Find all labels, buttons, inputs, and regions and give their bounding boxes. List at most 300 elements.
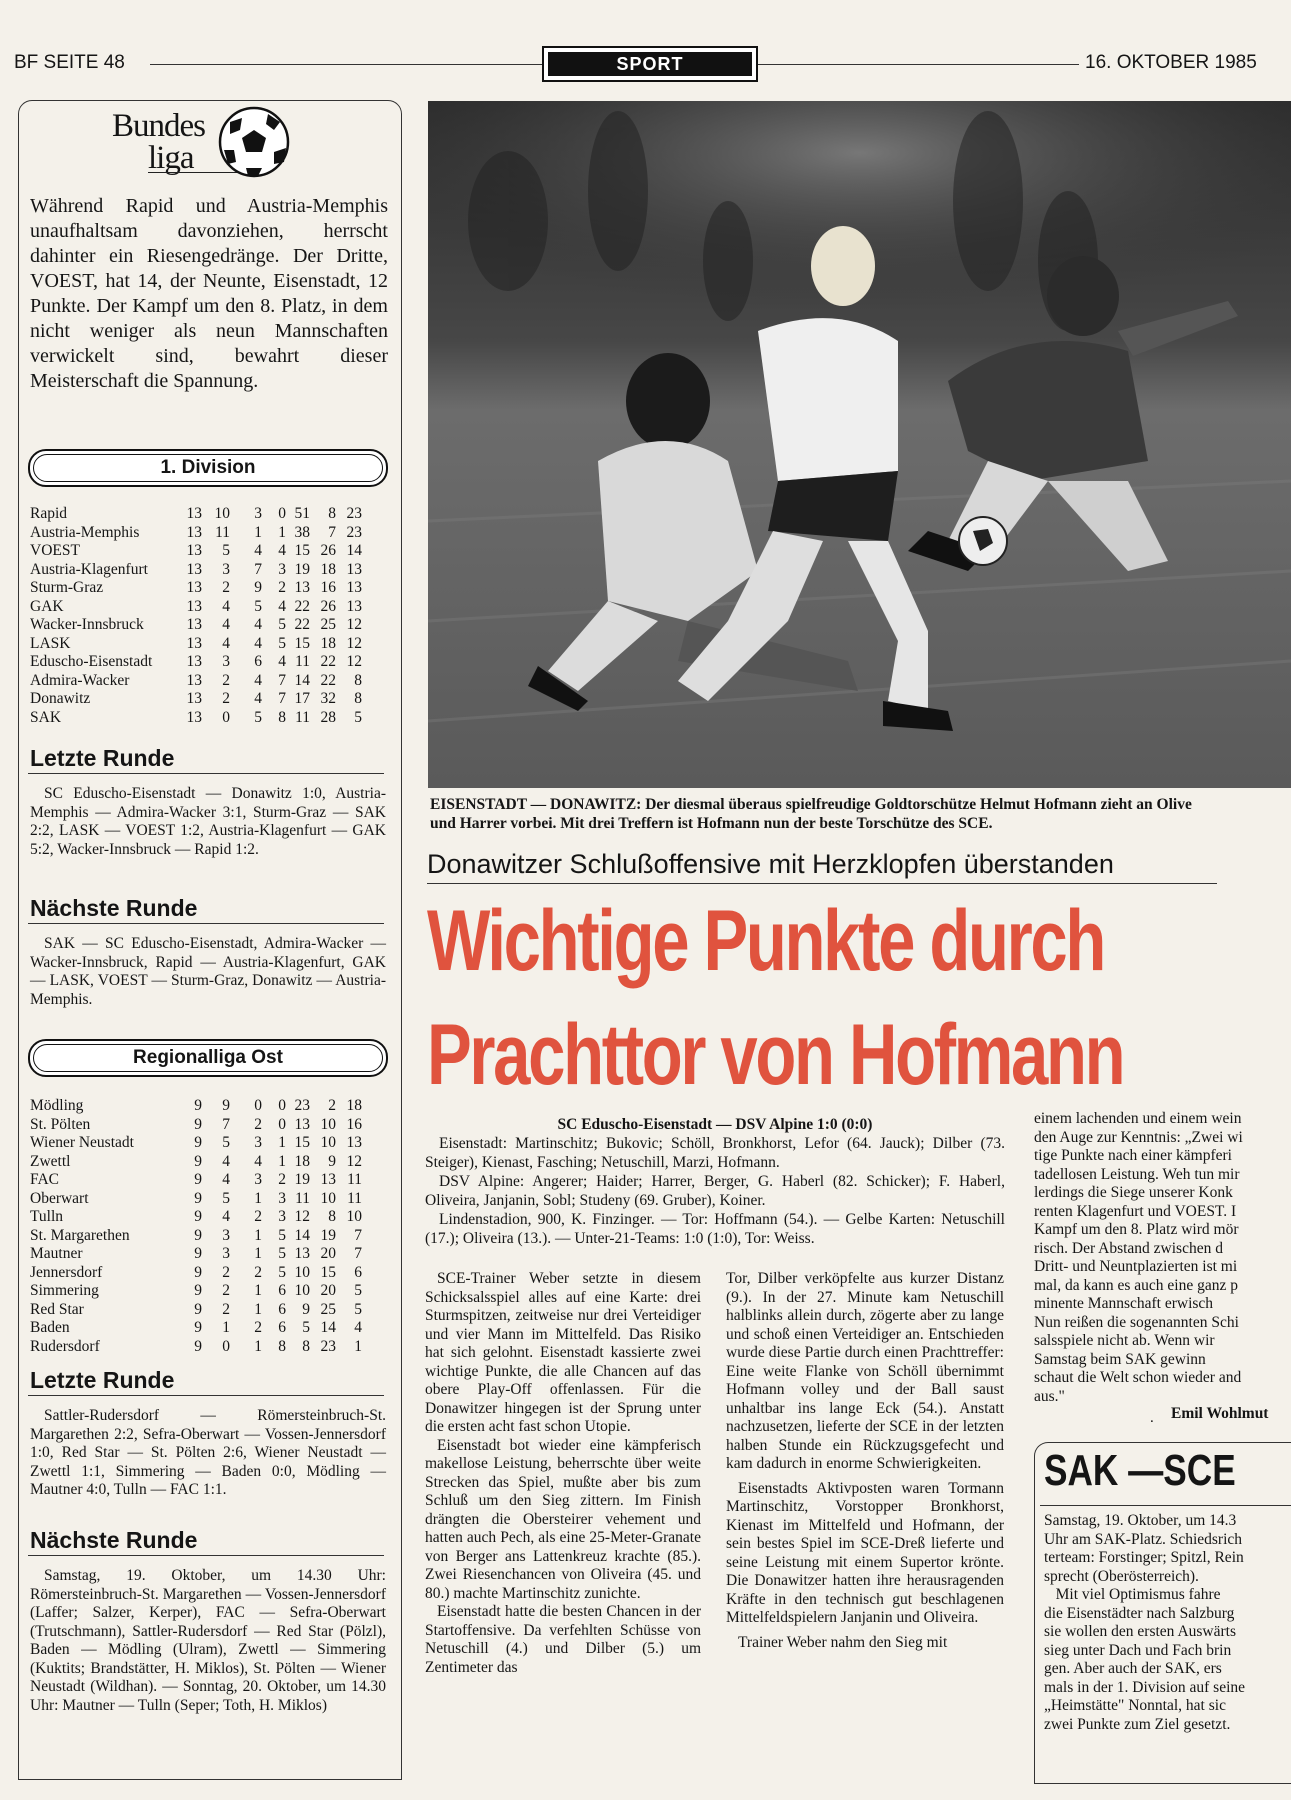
team-name: FAC bbox=[30, 1171, 60, 1188]
lineup-title: SC Eduscho-Eisenstadt — DSV Alpine 1:0 (0:0) bbox=[557, 1116, 873, 1133]
table-cell: 4 bbox=[254, 616, 262, 633]
table-cell: 4 bbox=[222, 1152, 230, 1170]
table-cell: 1 bbox=[254, 523, 262, 541]
table-cell: 26 bbox=[320, 597, 336, 615]
table-cell: 3 bbox=[278, 560, 286, 578]
table-row bbox=[30, 1319, 390, 1338]
division1-title: 1. Division bbox=[33, 454, 383, 482]
headline-line1: Wichtige Punkte durch bbox=[427, 893, 1105, 989]
table-cell: 6 bbox=[254, 653, 262, 670]
table-row bbox=[30, 1097, 390, 1116]
table-cell: 13 bbox=[186, 579, 202, 596]
rule bbox=[28, 1395, 384, 1396]
table-cell: 15 bbox=[294, 1134, 310, 1151]
table-cell: 13 bbox=[186, 542, 202, 559]
lineup-eisenstadt: Eisenstadt: Martinschitz; Bukovic; Schöll, Bronkhorst, Lefor (64. Jauck); Dilber (73. Steiger), Kienast, Fasching; Netuschill, Marzi, Hofmann. bbox=[425, 1135, 1005, 1171]
table-cell: 9 bbox=[194, 1245, 202, 1262]
table-cell: 5 bbox=[278, 1226, 286, 1244]
article-line: Dritt- und Neuntplazierten ist mi bbox=[1034, 1258, 1238, 1275]
table-row bbox=[30, 690, 390, 709]
article-paragraph: Eisenstadts Aktivposten waren Tormann Martinschitz, Vorstopper Bronkhorst, Kienast im Mittelfeld und Hofmann, der sein bestes Spiel im SCE-Dreß lieferte und seine Leistung mit einem Supertor krönte. Die Donawitzer hatten ihre herausragenden Kräfte in den technisch gut beschlagenen Mittelfeldspielern Janjanin und Oliveira. bbox=[726, 1479, 1004, 1626]
table-row bbox=[30, 1301, 390, 1320]
table-cell: 20 bbox=[320, 1245, 336, 1262]
table-cell: 2 bbox=[222, 579, 230, 596]
regional-next-round: Samstag, 19. Oktober, um 14.30 Uhr: Römersteinbruch-St. Margarethen — Vossen-Jennersdorf (Laffer; Salzer, Kerper), FAC — Sefra-Oberwart (Trutschmann), Sattler-Rudersdorf — Red Star (Pölzl), Baden — Mödling (Ulram), Zwettl — Simmering (Kuktits; Brandstätter, H. Miklos), St. Pölten — Wiener Neustadt (Wildhan). — Sonntag, 20. Oktober, um 14.30 Uhr: Mautner — Tulln (Seper; Toth, H. Miklos) bbox=[30, 1567, 386, 1714]
table-cell: 4 bbox=[254, 542, 262, 559]
table-cell: 38 bbox=[294, 523, 310, 541]
article-line: Samstag beim SAK gewinn bbox=[1034, 1350, 1206, 1368]
table-cell: 6 bbox=[354, 1263, 362, 1281]
article-column-3 bbox=[1034, 1110, 1291, 1406]
sak-line: gen. Aber auch der SAK, ers bbox=[1044, 1660, 1222, 1677]
table-cell: 10 bbox=[320, 1189, 336, 1207]
article-line: minente Mannschaft erwisch bbox=[1034, 1295, 1214, 1312]
table-cell: 5 bbox=[354, 1300, 362, 1318]
table-cell: 1 bbox=[254, 1337, 262, 1355]
table-cell: 18 bbox=[346, 1097, 362, 1114]
table-cell: 12 bbox=[346, 616, 362, 633]
division1-next-round: SAK — SC Eduscho-Eisenstadt, Admira-Wacker — Wacker-Innsbruck, Rapid — Austria-Klagenfurt, GAK — LASK, VOEST — Sturm-Graz, Donawitz — Austria-Memphis. bbox=[30, 935, 386, 1008]
article-line: aus." bbox=[1034, 1387, 1065, 1405]
article-line: Kampf um den 8. Platz wird mör bbox=[1034, 1221, 1239, 1238]
table-cell: 32 bbox=[320, 690, 336, 707]
table-cell: 4 bbox=[254, 671, 262, 689]
table-cell: 14 bbox=[320, 1319, 336, 1336]
table-cell: 13 bbox=[294, 579, 310, 596]
table-cell: 1 bbox=[222, 1319, 230, 1336]
table-cell: 7 bbox=[328, 523, 336, 541]
table-row bbox=[30, 1171, 390, 1190]
table-cell: 4 bbox=[222, 597, 230, 615]
table-cell: 11 bbox=[347, 1189, 362, 1207]
table-cell: 10 bbox=[346, 1208, 362, 1225]
sak-line: die Eisenstädter nach Salzburg bbox=[1044, 1604, 1235, 1622]
table-cell: 15 bbox=[320, 1263, 336, 1281]
table-cell: 10 bbox=[294, 1263, 310, 1281]
section-label bbox=[542, 46, 758, 82]
regional-last-round-title: Letzte Runde bbox=[30, 1367, 175, 1393]
table-row bbox=[30, 653, 390, 672]
table-cell: 5 bbox=[254, 708, 262, 726]
author-byline: Emil Wohlmut bbox=[1171, 1405, 1269, 1422]
table-cell: 14 bbox=[294, 1226, 310, 1244]
team-name: Tulln bbox=[30, 1208, 64, 1225]
table-cell: 0 bbox=[222, 1337, 230, 1355]
table-cell: 7 bbox=[222, 1115, 230, 1133]
sak-line: sprecht (Oberösterreich). bbox=[1044, 1567, 1199, 1585]
table-cell: 9 bbox=[328, 1152, 336, 1170]
table-cell: 15 bbox=[294, 634, 310, 652]
table-cell: 4 bbox=[222, 1171, 230, 1188]
sak-line: Uhr am SAK-Platz. Schiedsrich bbox=[1044, 1530, 1243, 1548]
table-cell: 13 bbox=[294, 1115, 310, 1133]
team-name: St. Pölten bbox=[30, 1115, 91, 1133]
article-line: einem lachenden und einem wein bbox=[1034, 1110, 1242, 1127]
kicker-rule bbox=[427, 883, 1217, 884]
table-cell: 22 bbox=[294, 616, 310, 633]
table-cell: 13 bbox=[186, 653, 202, 670]
team-name: Baden bbox=[30, 1319, 70, 1336]
table-cell: 9 bbox=[194, 1300, 202, 1318]
team-name: Wacker-Innsbruck bbox=[30, 616, 144, 633]
table-cell: 9 bbox=[194, 1097, 202, 1114]
team-name: Austria-Klagenfurt bbox=[30, 560, 148, 578]
table-cell: 4 bbox=[278, 597, 286, 615]
table-cell: 1 bbox=[278, 1152, 286, 1170]
table-cell: 4 bbox=[278, 542, 286, 559]
kicker-headline: Donawitzer Schlußoffensive mit Herzklopfen überstanden bbox=[427, 849, 1114, 879]
table-row bbox=[30, 542, 390, 561]
table-row bbox=[30, 709, 390, 728]
table-row bbox=[30, 616, 390, 635]
article-column-2 bbox=[726, 1270, 1004, 1652]
table-row bbox=[30, 598, 390, 617]
table-cell: 2 bbox=[254, 1115, 262, 1133]
table-cell: 6 bbox=[278, 1282, 286, 1299]
table-cell: 4 bbox=[222, 634, 230, 652]
table-cell: 0 bbox=[222, 708, 230, 726]
table-cell: 13 bbox=[346, 1134, 362, 1151]
rule bbox=[28, 773, 384, 774]
table-cell: 1 bbox=[254, 1245, 262, 1262]
table-cell: 6 bbox=[278, 1319, 286, 1336]
table-row bbox=[30, 1245, 390, 1264]
table-cell: 2 bbox=[254, 1319, 262, 1336]
table-cell: 14 bbox=[346, 542, 362, 559]
table-cell: 11 bbox=[215, 523, 230, 541]
division1-next-round-title: Nächste Runde bbox=[30, 895, 198, 921]
table-cell: 18 bbox=[320, 560, 336, 578]
team-name: Oberwart bbox=[30, 1189, 89, 1207]
table-cell: 2 bbox=[278, 1171, 286, 1188]
table-cell: 5 bbox=[302, 1319, 310, 1336]
team-name: Simmering bbox=[30, 1282, 99, 1299]
caption-line1: Der diesmal überaus spielfreudige Goldtorschütze Helmut Hofmann zieht an Olive bbox=[645, 796, 1192, 813]
article-paragraph: Tor, Dilber verköpfelte aus kurzer Distanz (9.). In der 27. Minute kam Netuschill halblinks allein durch, zögerte aber zu lange und schoß einen Verteidiger an. Entschieden wurde diese Partie durch einen Prachttreffer: Eine weite Flanke von Schöll übernimmt Hofmann volley und der Ball saust unhaltbar ins lange Eck (54.). Anstatt nachzusetzen, lieferte der SCE in der letzten halben Stunde ein Rückzugsgefecht und kam dadurch in enorme Schwierigkeiten. bbox=[726, 1270, 1004, 1472]
table-cell: 9 bbox=[194, 1319, 202, 1336]
intro-text: Während Rapid und Austria-Memphis unaufhaltsam davonziehen, herrscht dahinter ein Riesengedränge. Der Dritte, VOEST, hat 14, der Neunte, Eisenstadt, 12 Punkte. Der Kampf um den 8. Platz, in dem nicht weniger als neun Mannschaften verwickelt sind, bewahrt dieser Meisterschaft die Spannung. bbox=[30, 195, 388, 392]
sak-line: „Heimstätte" Nonntal, hat sic bbox=[1044, 1697, 1226, 1714]
team-name: Wiener Neustadt bbox=[30, 1134, 134, 1151]
table-cell: 13 bbox=[186, 634, 202, 652]
sak-line: zwei Punkte zum Ziel gesetzt. bbox=[1044, 1715, 1231, 1733]
table-cell: 2 bbox=[278, 579, 286, 596]
article-paragraph: Eisenstadt hatte die besten Chancen in der Startoffensive. Da verfehlten Schüsse von Netuschill (4.) und Dilber (5.) um Zentimeter das bbox=[425, 1603, 701, 1676]
table-cell: 2 bbox=[222, 671, 230, 689]
sak-line: Samstag, 19. Oktober, um 14.3 bbox=[1044, 1512, 1237, 1529]
table-cell: 5 bbox=[222, 542, 230, 559]
table-cell: 7 bbox=[354, 1226, 362, 1244]
table-cell: 12 bbox=[346, 1152, 362, 1170]
table-cell: 8 bbox=[278, 708, 286, 726]
table-row bbox=[30, 579, 390, 598]
table-cell: 9 bbox=[194, 1134, 202, 1151]
article-line: renten Klagenfurt und VOEST. I bbox=[1034, 1202, 1237, 1220]
division1-last-round: SC Eduscho-Eisenstadt — Donawitz 1:0, Austria-Memphis — Admira-Wacker 3:1, Sturm-Graz — SAK 2:2, LASK — VOEST 1:2, Austria-Klagenfurt — GAK 5:2, Wacker-Innsbruck — Rapid 1:2. bbox=[30, 785, 386, 858]
table-cell: 15 bbox=[294, 542, 310, 559]
table-cell: 3 bbox=[278, 1189, 286, 1207]
regional-heading bbox=[28, 1039, 388, 1077]
table-cell: 13 bbox=[346, 597, 362, 615]
division1-heading bbox=[28, 449, 388, 487]
table-cell: 9 bbox=[194, 1282, 202, 1299]
table-row bbox=[30, 635, 390, 654]
table-cell: 12 bbox=[346, 653, 362, 670]
table-cell: 10 bbox=[294, 1282, 310, 1299]
table-row bbox=[30, 672, 390, 691]
table-cell: 9 bbox=[194, 1263, 202, 1281]
table-cell: 5 bbox=[222, 1134, 230, 1151]
regional-next-round-title: Nächste Runde bbox=[30, 1527, 198, 1553]
sak-preview-text bbox=[1044, 1512, 1291, 1734]
table-cell: 22 bbox=[320, 653, 336, 670]
table-cell: 8 bbox=[328, 505, 336, 522]
table-cell: 1 bbox=[254, 1226, 262, 1244]
table-cell: 11 bbox=[295, 708, 310, 726]
team-name: SAK bbox=[30, 708, 62, 726]
table-cell: 23 bbox=[294, 1097, 310, 1114]
table-cell: 16 bbox=[320, 579, 336, 596]
table-cell: 5 bbox=[254, 597, 262, 615]
table-cell: 9 bbox=[194, 1115, 202, 1133]
regional-title: Regionalliga Ost bbox=[33, 1044, 383, 1072]
table-cell: 19 bbox=[294, 560, 310, 578]
team-name: Zwettl bbox=[30, 1152, 71, 1170]
table-cell: 12 bbox=[294, 1208, 310, 1225]
table-cell: 13 bbox=[186, 616, 202, 633]
table-cell: 10 bbox=[320, 1134, 336, 1151]
table-cell: 13 bbox=[186, 505, 202, 522]
table-cell: 4 bbox=[222, 616, 230, 633]
table-cell: 23 bbox=[320, 1337, 336, 1355]
table-cell: 10 bbox=[320, 1115, 336, 1133]
section-label-text: SPORT bbox=[548, 52, 752, 76]
table-cell: 23 bbox=[346, 505, 362, 522]
table-cell: 16 bbox=[346, 1115, 362, 1133]
table-cell: 13 bbox=[186, 690, 202, 707]
table-cell: 17 bbox=[294, 690, 310, 707]
table-cell: 1 bbox=[278, 1134, 286, 1151]
table-cell: 28 bbox=[320, 708, 336, 726]
table-cell: 3 bbox=[254, 505, 262, 522]
table-cell: 9 bbox=[194, 1152, 202, 1170]
table-cell: 1 bbox=[354, 1337, 362, 1355]
table-cell: 19 bbox=[320, 1226, 336, 1244]
table-row bbox=[30, 1338, 390, 1357]
table-cell: 3 bbox=[222, 560, 230, 578]
table-row bbox=[30, 505, 390, 524]
regional-last-round: Sattler-Rudersdorf — Römersteinbruch-St. Margarethen 2:2, Sefra-Oberwart — Vossen-Jennersdorf 1:0, Red Star — St. Pölten 2:6, Wiener Neustadt — Zwettl 1:1, Simmering — Baden 0:0, Mödling — Mautner 4:0, Tulln — FAC 1:1. bbox=[30, 1407, 386, 1498]
table-cell: 1 bbox=[254, 1300, 262, 1318]
table-cell: 5 bbox=[222, 1189, 230, 1207]
author-dot: . bbox=[1150, 1410, 1154, 1426]
table-cell: 7 bbox=[254, 560, 262, 578]
table-cell: 5 bbox=[354, 1282, 362, 1299]
team-name: VOEST bbox=[30, 542, 80, 559]
table-cell: 0 bbox=[254, 1097, 262, 1114]
table-cell: 0 bbox=[278, 1097, 286, 1114]
table-cell: 23 bbox=[346, 523, 362, 541]
article-paragraph: Eisenstadt bot wieder eine kämpferisch makellose Leistung, beherrschte über weite Strecken das Spiel, mußte aber bis zum Schluß um den Sieg zittern. Im Finish drängten die Obersteirer vehement und hatten auch Pech, als eine 25-Meter-Granate von Berger ans Lattenkreuz krachte (85.). Zwei Riesenchancen von Oliveira (45. und 80.) machte Martinschitz zunichte. bbox=[425, 1436, 701, 1602]
table-cell: 5 bbox=[278, 1245, 286, 1262]
sak-preview-title: SAK —SCE bbox=[1044, 1446, 1236, 1495]
team-name: Rudersdorf bbox=[30, 1337, 100, 1355]
table-cell: 13 bbox=[346, 579, 362, 596]
table-cell: 5 bbox=[278, 1263, 286, 1281]
team-name: Eduscho-Eisenstadt bbox=[30, 653, 153, 670]
table-cell: 4 bbox=[254, 634, 262, 652]
table-row bbox=[30, 1227, 390, 1246]
table-cell: 2 bbox=[328, 1097, 336, 1114]
table-cell: 1 bbox=[254, 1282, 262, 1299]
article-line: risch. Der Abstand zwischen d bbox=[1034, 1239, 1223, 1257]
table-cell: 9 bbox=[194, 1189, 202, 1207]
lineup-alpine: DSV Alpine: Angerer; Haider; Harrer, Berger, G. Haberl (82. Schicker); F. Haberl, Oliveira, Janjanin, Sobl; Studeny (69. Gruber), Koiner. bbox=[425, 1173, 1005, 1209]
team-name: St. Margarethen bbox=[30, 1226, 130, 1244]
article-paragraph: SCE-Trainer Weber setzte in diesem Schicksalsspiel alles auf eine Karte: drei Sturmspitzen, zeitweise nur drei Verteidiger und vier Mann im Mittelfeld. Das Risiko hat sich gelohnt. Eisenstadt kassierte zwei wichtige Punkte, die alle Chancen auf das obere Play-Off offenlassen. Für die Donawitzer hingegen ist der Sprung unter die ersten acht fast schon Utopie. bbox=[425, 1270, 701, 1435]
table-cell: 0 bbox=[278, 1115, 286, 1133]
table-cell: 13 bbox=[186, 708, 202, 726]
table-row bbox=[30, 1153, 390, 1172]
table-cell: 4 bbox=[222, 1208, 230, 1225]
article-line: salsspiele nicht ab. Wenn wir bbox=[1034, 1332, 1215, 1349]
table-cell: 12 bbox=[346, 634, 362, 652]
match-photo bbox=[428, 101, 1291, 788]
table-cell: 10 bbox=[214, 505, 230, 522]
table-row bbox=[30, 1282, 390, 1301]
table-cell: 11 bbox=[295, 653, 310, 670]
table-cell: 9 bbox=[194, 1171, 202, 1188]
division1-last-round-title: Letzte Runde bbox=[30, 745, 175, 771]
table-row bbox=[30, 1116, 390, 1135]
article-line: tadellosen Leistung. Weh tun mir bbox=[1034, 1165, 1240, 1183]
photo-caption bbox=[430, 795, 1291, 833]
table-cell: 13 bbox=[186, 671, 202, 689]
table-cell: 18 bbox=[294, 1152, 310, 1170]
article-paragraph: Trainer Weber nahm den Sieg mit bbox=[738, 1633, 948, 1651]
table-cell: 3 bbox=[222, 1226, 230, 1244]
sak-line: terteam: Forstinger; Spitzl, Rein bbox=[1044, 1549, 1244, 1566]
table-cell: 9 bbox=[194, 1226, 202, 1244]
sak-rule bbox=[1040, 1505, 1291, 1506]
table-cell: 9 bbox=[254, 579, 262, 596]
table-cell: 5 bbox=[354, 708, 362, 726]
rule bbox=[28, 1555, 384, 1556]
article-line: schaut die Welt schon wieder and bbox=[1034, 1369, 1242, 1386]
table-cell: 8 bbox=[354, 671, 362, 689]
article-line: lerdings die Siege unserer Konk bbox=[1034, 1184, 1233, 1201]
table-cell: 18 bbox=[320, 634, 336, 652]
page-number: BF SEITE 48 bbox=[14, 52, 125, 73]
team-name: LASK bbox=[30, 634, 71, 652]
table-cell: 9 bbox=[194, 1208, 202, 1225]
table-cell: 6 bbox=[278, 1300, 286, 1318]
table-cell: 13 bbox=[186, 597, 202, 615]
team-name: Jennersdorf bbox=[30, 1263, 103, 1281]
table-cell: 20 bbox=[320, 1282, 336, 1299]
table-cell: 4 bbox=[254, 690, 262, 707]
table-cell: 2 bbox=[222, 1300, 230, 1318]
table-cell: 2 bbox=[254, 1208, 262, 1225]
caption-line2: und Harrer vorbei. Mit drei Treffern ist Hofmann nun der beste Torschütze des SCE. bbox=[430, 815, 993, 832]
team-name: GAK bbox=[30, 597, 64, 615]
table-cell: 13 bbox=[294, 1245, 310, 1262]
team-name: Sturm-Graz bbox=[30, 579, 104, 596]
table-cell: 11 bbox=[295, 1189, 310, 1207]
table-cell: 8 bbox=[302, 1337, 310, 1355]
table-cell: 1 bbox=[278, 523, 286, 541]
table-cell: 1 bbox=[254, 1189, 262, 1207]
table-cell: 3 bbox=[254, 1134, 262, 1151]
table-row bbox=[30, 561, 390, 580]
caption-bold: EISENSTADT — DONAWITZ: bbox=[430, 796, 642, 813]
team-name: Austria-Memphis bbox=[30, 523, 140, 541]
table-cell: 8 bbox=[278, 1337, 286, 1355]
logo-text-1: Bundes bbox=[112, 108, 205, 144]
table-cell: 3 bbox=[222, 1245, 230, 1262]
table-row bbox=[30, 1190, 390, 1209]
regional-table bbox=[30, 1097, 390, 1356]
table-cell: 5 bbox=[278, 616, 286, 633]
table-cell: 3 bbox=[278, 1208, 286, 1225]
team-name: Donawitz bbox=[30, 690, 91, 707]
division1-table bbox=[30, 505, 390, 727]
table-cell: 13 bbox=[186, 523, 202, 541]
issue-date: 16. OKTOBER 1985 bbox=[1079, 52, 1257, 74]
table-cell: 2 bbox=[222, 1282, 230, 1299]
headline-line2: Prachttor von Hofmann bbox=[427, 1007, 1124, 1103]
sak-line: Mit viel Optimismus fahre bbox=[1044, 1586, 1221, 1603]
table-cell: 51 bbox=[294, 505, 310, 522]
table-cell: 3 bbox=[222, 653, 230, 670]
table-cell: 25 bbox=[320, 616, 336, 633]
table-cell: 2 bbox=[222, 690, 230, 707]
sak-line: sie wollen den ersten Auswärts bbox=[1044, 1623, 1236, 1640]
table-cell: 22 bbox=[294, 597, 310, 615]
team-name: Mautner bbox=[30, 1245, 83, 1262]
article-line: mal, da kann es auch eine ganz p bbox=[1034, 1276, 1238, 1294]
table-row bbox=[30, 1134, 390, 1153]
table-row bbox=[30, 1208, 390, 1227]
logo-text-2: liga bbox=[148, 140, 194, 176]
article-line: den Auge zur Kenntnis: „Zwei wi bbox=[1034, 1128, 1243, 1146]
sak-line: sieg unter Dach und Fach brin bbox=[1044, 1641, 1232, 1659]
table-cell: 26 bbox=[320, 542, 336, 559]
rule bbox=[28, 923, 384, 924]
table-cell: 0 bbox=[278, 505, 286, 522]
table-cell: 8 bbox=[328, 1208, 336, 1225]
table-cell: 7 bbox=[278, 690, 286, 707]
sak-line: mals in der 1. Division auf seine bbox=[1044, 1678, 1246, 1696]
lineup-stadium: Lindenstadion, 900, K. Finzinger. — Tor: Hoffmann (54.). — Gelbe Karten: Netuschill (17.); Oliveira (13.). — Unter-21-Teams: 1:0 (1:0), Tor: Weiss. bbox=[425, 1211, 1005, 1247]
table-cell: 5 bbox=[278, 634, 286, 652]
table-cell: 4 bbox=[354, 1319, 362, 1336]
table-cell: 8 bbox=[354, 690, 362, 707]
table-cell: 13 bbox=[320, 1171, 336, 1188]
article-line: Nun reißen die sogenannten Schi bbox=[1034, 1313, 1239, 1331]
table-cell: 2 bbox=[254, 1263, 262, 1281]
table-cell: 22 bbox=[320, 671, 336, 689]
lineup-block bbox=[425, 1115, 1005, 1248]
table-cell: 3 bbox=[254, 1171, 262, 1188]
table-cell: 9 bbox=[222, 1097, 230, 1114]
table-cell: 9 bbox=[302, 1300, 310, 1318]
table-cell: 13 bbox=[186, 560, 202, 578]
table-cell: 4 bbox=[254, 1152, 262, 1170]
table-cell: 11 bbox=[347, 1171, 362, 1188]
football-icon bbox=[216, 104, 292, 180]
table-cell: 14 bbox=[294, 671, 310, 689]
